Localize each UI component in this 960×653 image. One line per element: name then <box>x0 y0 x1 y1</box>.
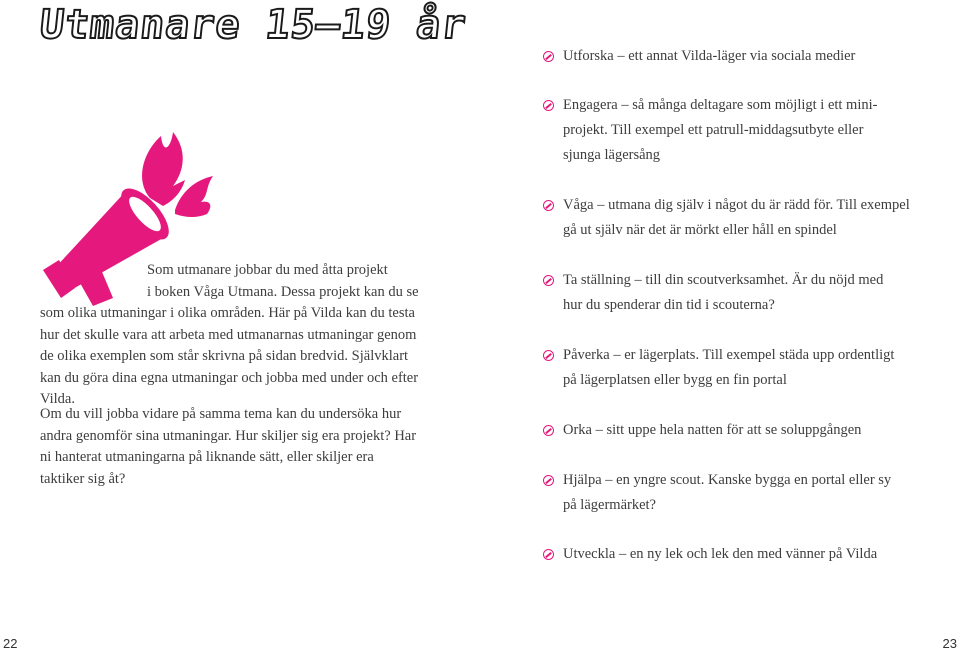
page-number-right: 23 <box>942 636 957 651</box>
bullet-icon <box>543 475 554 486</box>
challenge-item: Utveckla – en ny lek och lek den med vänner på Vilda <box>540 542 940 567</box>
bullet-icon <box>543 275 554 286</box>
intro-lead: Som utmanare jobbar du med åtta projekt <box>147 262 388 278</box>
bullet-icon <box>543 100 554 111</box>
intro-paragraph <box>40 260 420 411</box>
page-title: Utmanare 15–19 år <box>37 2 469 48</box>
bullet-icon <box>543 549 554 560</box>
bullet-icon <box>543 425 554 436</box>
challenge-item: Ta ställning – till din scoutverksamhet. Är du nöjd med hur du spenderar din tid i scouterna? <box>540 268 940 318</box>
challenge-item: Hjälpa – en yngre scout. Kanske bygga en portal eller sy på lägermärket? <box>540 468 940 518</box>
challenge-item: Utforska – ett annat Vilda-läger via sociala medier <box>540 44 940 69</box>
intro-rest: i boken Våga Utmana. Dessa projekt kan du se som olika utmaningar i olika områden. Här på Vilda kan du testa hur det skulle vara att arbeta med utmanarnas utmaningar genom de olika exemplen som står skrivna på sidan bredvid. Självklart kan du göra dina egna utmaningar och jobba med under och efter Vilda. <box>40 283 419 407</box>
challenge-item: Orka – sitt uppe hela natten för att se soluppgången <box>540 418 940 443</box>
bullet-icon <box>543 51 554 62</box>
challenge-item: Påverka – er lägerplats. Till exempel städa upp ordentligt på lägerplatsen eller bygg en fin portal <box>540 343 940 393</box>
challenge-item: Engagera – så många deltagare som möjligt i ett mini-projekt. Till exempel ett patrull-middagsutbyte eller sjunga lägersång <box>540 93 940 168</box>
challenge-item: Våga – utmana dig själv i något du är rädd för. Till exempel gå ut själv när det är mörkt eller håll en spindel <box>540 193 940 243</box>
bullet-icon <box>543 200 554 211</box>
followup-paragraph: Om du vill jobba vidare på samma tema kan du undersöka hur andra genomför sina utmaningar. Hur skiljer sig era projekt? Har ni hanterat utmaningarna på liknande sätt, eller skiljer era taktiker sig åt? <box>40 406 417 487</box>
page-number-left: 22 <box>3 636 18 651</box>
bullet-icon <box>543 350 554 361</box>
